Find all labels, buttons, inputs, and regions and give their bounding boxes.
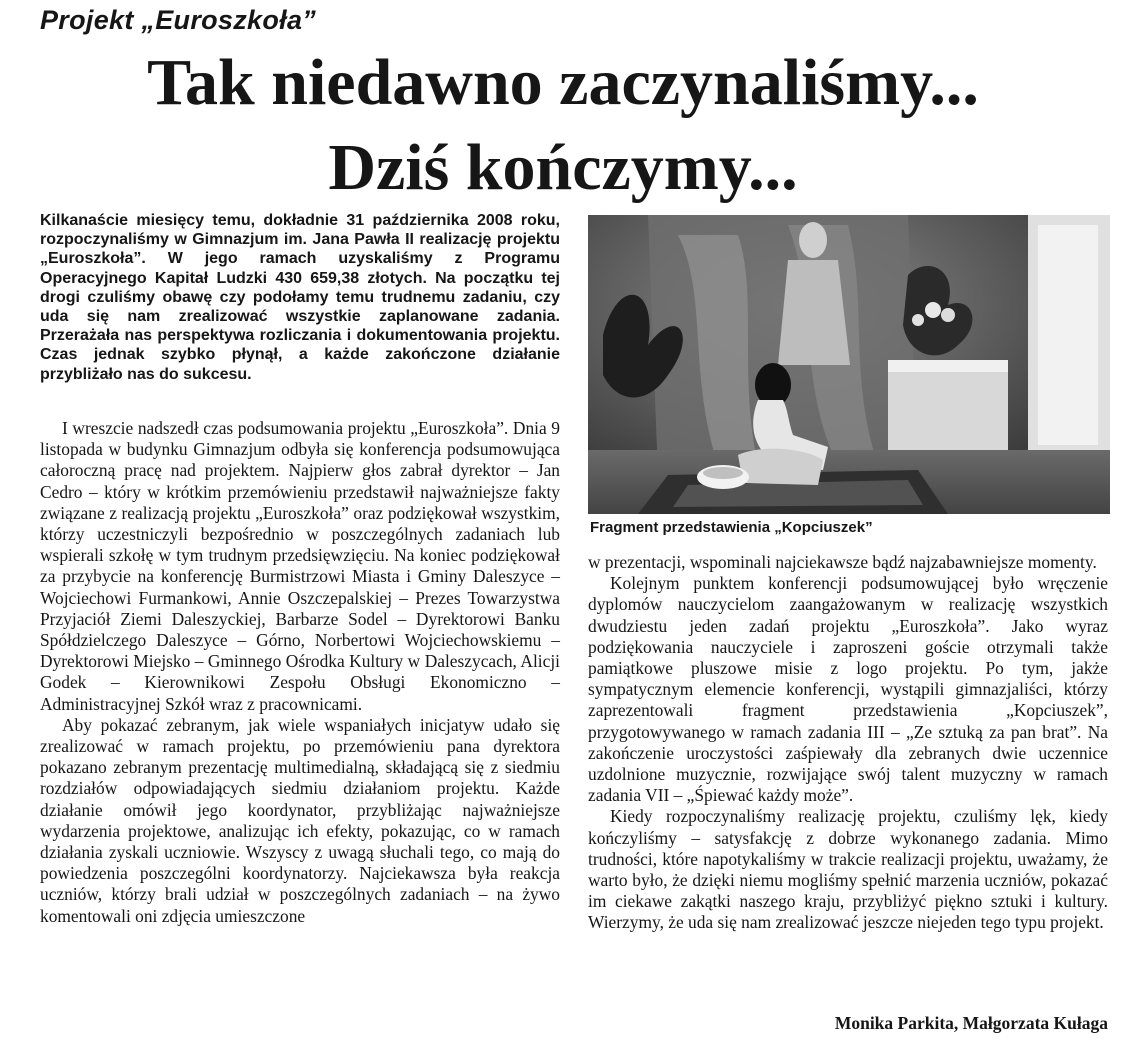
headline-line-1: Tak niedawno zaczynaliśmy...	[147, 46, 979, 119]
article-kicker: Projekt „Euroszkoła”	[40, 5, 317, 35]
article-lead: Kilkanaście miesięcy temu, dokładnie 31 października 2008 roku, rozpoczynaliśmy w Gimnazjum im. Jana Pawła II realizację projektu „Euroszkoła”. W jego ramach uzyskaliśmy z Programu Operacyjnego Kapitał Ludzki 430 659,38 złotych. Na początku tej drogi czuliśmy obawę czy podołamy temu trudnemu zadaniu, czy uda się nam zrealizować wszystkie zaplanowane zadania. Przerażała nas perspektywa rozliczania i dokumentowania projektu. Czas jednak szybko płynął, a każde zakończone działanie przybliżało nas do sukcesu.	[40, 212, 560, 383]
paragraph: Kiedy rozpoczynaliśmy realizację projektu, czuliśmy lęk, kiedy kończyliśmy – satysfakcję z dobrze wykonanego zadania. Mimo trudności, które napotykaliśmy w trakcie realizacji projektu, uważamy, że warto było, że dzięki niemu mogliśmy spełnić marzenia uczniów, pokazać im ciekawe zakątki naszego kraju, przybliżyć piękno sztuki i kultury. Wierzymy, że uda się nam zrealizować jeszcze niejeden tego typu projekt.	[588, 806, 1108, 933]
column-left	[40, 418, 560, 927]
paragraph: Kolejnym punktem konferencji podsumowującej było wręczenie dyplomów nauczycielom zaangażowanym w realizację wszystkich dwudziestu jeden zadań projektu „Euroszkoła”. Jako wyraz podziękowania nauczyciele i zaproszeni goście otrzymali także pamiątkowe pluszowe misie z logo projektu. Po tym, jakże sympatycznym elemencie konferencji, wystąpili gimnazjaliści, którzy zaprezentowali fragment przedstawienia „Kopciuszek”, przygotowywanego w ramach zadania III – „Ze sztuką za pan brat”. Na zakończenie uroczystości zaśpiewały dla zebranych dwie uczennice uzdolnione muzycznie, rozwijające swój talent muzyczny w ramach zadania VII – „Śpiewać każdy może”.	[588, 573, 1108, 806]
stage-photo-image	[588, 215, 1110, 514]
column-right	[588, 552, 1108, 934]
headline-line-2: Dziś kończymy...	[328, 131, 798, 204]
paragraph: w prezentacji, wspominali najciekawsze bądź najzabawniejsze momenty.	[588, 552, 1097, 572]
photo	[588, 215, 1110, 514]
article-signature: Monika Parkita, Małgorzata Kułaga	[834, 1013, 1108, 1033]
paragraph: Aby pokazać zebranym, jak wiele wspaniałych inicjatyw udało się zrealizować w ramach projektu, po przemówieniu pana dyrektora pokazano zebranym prezentację multimedialną, składającą się z siedmiu rozdziałów odpowiadających siedmiu działaniom projektu. Każde działanie omówił jego koordynator, przybliżając najważniejsze wydarzenia projektowe, analizując ich efekty, pokazując, co w ramach działania zyskali uczniowie. Wszyscy z uwagą słuchali tego, co mają do powiedzenia poszczególni koordynatorzy. Najciekawsza była reakcja uczniów, którzy brali udział w poszczególnych zadaniach – na żywo komentowali oni zdjęcia umieszczone	[40, 714, 560, 926]
photo-caption: Fragment przedstawienia „Kopciuszek”	[590, 519, 873, 536]
paragraph: I wreszcie nadszedł czas podsumowania projektu „Euroszkoła”. Dnia 9 listopada w budynku Gimnazjum odbyła się konferencja podsumowująca całoroczną pracę nad projektem. Najpierw głos zabrał dyrektor – Jan Cedro – który w krótkim przemówieniu przedstawił najważniejsze fakty związane z realizacją projektu „Euroszkoła” oraz podziękował wszystkim, którzy uczestniczyli bezpośrednio w poszczególnych zadaniach lub wspierali szkołę w tym trudnym przedsięwzięciu. Na koniec podziękował za przybycie na konferencję Burmistrzowi Miasta i Gminy Daleszyce – Wojciechowi Furmankowi, Annie Oszczepalskiej – Prezes Towarzystwa Przyjaciół Ziemi Daleszyckiej, Barbarze Sodel – Dyrektorowi Banku Spółdzielczego Daleszyce – Górno, Norbertowi Wojciechowskiemu – Dyrektorowi Miejsko – Gminnego Ośrodka Kultury w Daleszycach, Alicji Godek – Kierownikowi Zespołu Obsługi Ekonomiczno – Administracyjnej Szkół wraz z pracownicami.	[40, 418, 560, 714]
